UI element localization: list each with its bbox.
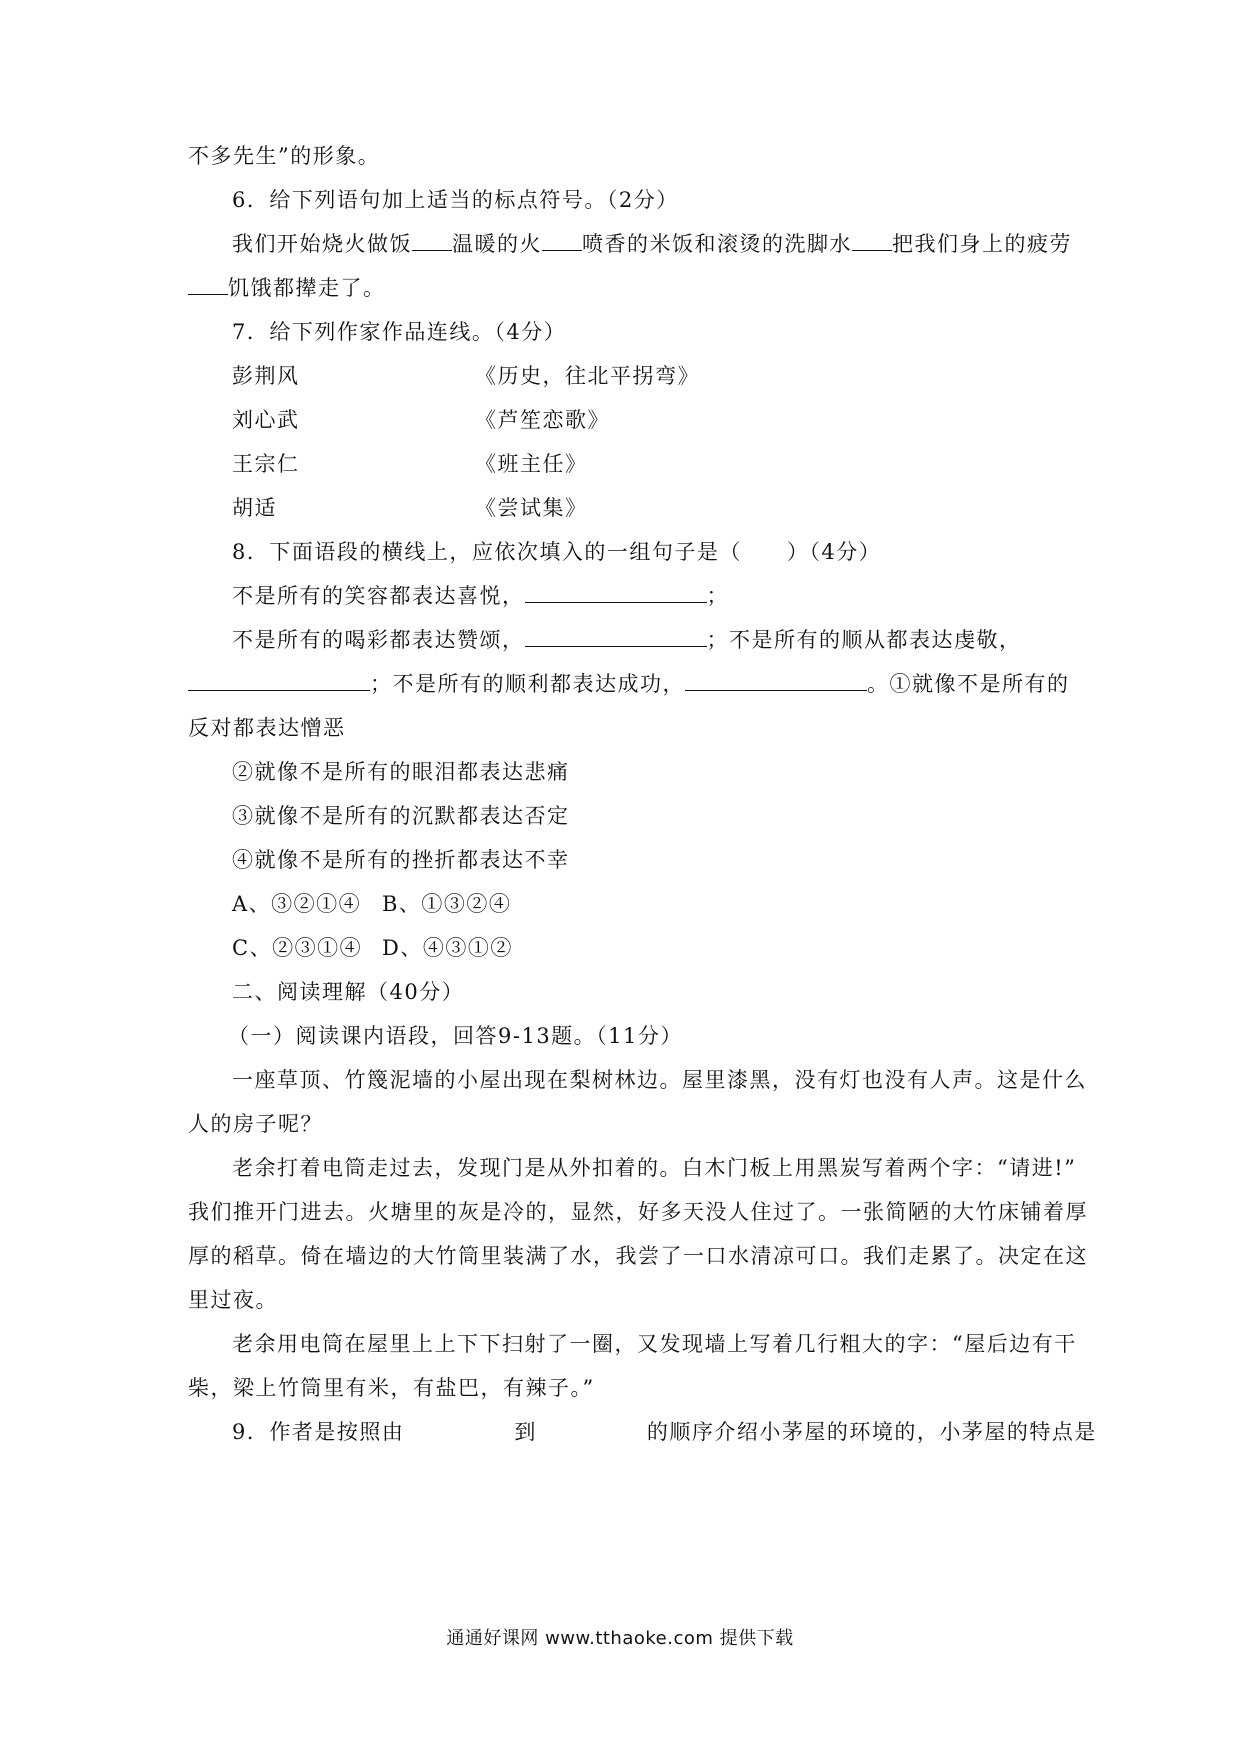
text-fragment: ；不是所有的顺从都表达虔敬， <box>706 628 1022 652</box>
text-fragment: ； <box>706 584 729 608</box>
text-fragment: 不是所有的喝彩都表达赞颂， <box>232 628 525 652</box>
question-8-line <box>188 671 1068 697</box>
choice-row <box>232 891 1112 917</box>
choice-c[interactable]: C、②③①④ <box>232 936 363 960</box>
matching-work: 《班主任》 <box>475 452 588 476</box>
page-footer: 通通好课网 www.tthaoke.com 提供下载 <box>446 1628 794 1649</box>
paragraph-line: 里过夜。 <box>188 1288 278 1312</box>
question-7-title: 7．给下列作家作品连线。（4分） <box>232 320 567 344</box>
paragraph-line: 人的房子呢？ <box>188 1112 323 1136</box>
section-2-heading: 二、阅读理解（40分） <box>232 980 465 1004</box>
question-6-sentence <box>232 231 1112 257</box>
paragraph-line: 我们推开门进去。火塘里的灰是冷的，显然，好多天没人住过了。一张简陋的大竹床铺着厚 <box>188 1200 1088 1224</box>
question-8-line: 反对都表达憎恶 <box>188 716 346 740</box>
text-fragment: 我们开始烧火做饭 <box>232 232 412 256</box>
text-fragment: 喷香的米饭和滚烫的洗脚水 <box>582 232 852 256</box>
choice-a[interactable]: A、③②①④ <box>232 892 362 916</box>
matching-author: 胡适 <box>232 496 277 520</box>
fill-blank[interactable] <box>412 232 452 251</box>
question-8-option: ②就像不是所有的眼泪都表达悲痛 <box>232 760 570 784</box>
text-fragment: 不是所有的笑容都表达喜悦， <box>232 584 525 608</box>
fill-blank[interactable] <box>525 628 707 647</box>
text-fragment: 到 <box>514 1420 537 1444</box>
text-fragment: 温暖的火 <box>452 232 542 256</box>
paragraph-line: 厚的稻草。倚在墙边的大竹筒里装满了水，我尝了一口水清凉可口。我们走累了。决定在这 <box>188 1244 1088 1268</box>
text-fragment: 的顺序介绍小茅屋的环境的，小茅屋的特点是 <box>646 1420 1097 1444</box>
matching-work: 《尝试集》 <box>475 496 588 520</box>
choice-d[interactable]: D、④③①② <box>382 936 513 960</box>
matching-author: 王宗仁 <box>232 452 300 476</box>
question-6-sentence-cont <box>188 275 1068 301</box>
fill-blank[interactable] <box>852 232 892 251</box>
fill-blank[interactable] <box>685 672 867 691</box>
matching-work: 《芦笙恋歌》 <box>475 408 610 432</box>
choice-row <box>232 935 1112 961</box>
question-8-line <box>232 627 1112 653</box>
text-fragment: 。①就像不是所有的 <box>867 672 1070 696</box>
fill-blank[interactable] <box>542 232 582 251</box>
paragraph-line: 老余用电筒在屋里上上下下扫射了一圈，又发现墙上写着几行粗大的字：“屋后边有干 <box>232 1332 1077 1356</box>
subsection-heading: （一）阅读课内语段，回答9-13题。（11分） <box>228 1024 683 1048</box>
text-fragment: 9．作者是按照由 <box>232 1420 405 1444</box>
paragraph-line: 一座草顶、竹篾泥墙的小屋出现在梨树林边。屋里漆黑，没有灯也没有人声。这是什么 <box>232 1068 1087 1092</box>
text-line: 不多先生”的形象。 <box>188 144 381 168</box>
question-8-title: 8．下面语段的横线上，应依次填入的一组句子是（ ）（4分） <box>232 540 882 564</box>
question-8-line <box>232 583 1112 609</box>
matching-work: 《历史，往北平拐弯》 <box>475 364 700 388</box>
fill-blank[interactable] <box>188 672 370 691</box>
text-fragment: 把我们身上的疲劳 <box>892 232 1072 256</box>
question-9 <box>232 1419 1112 1445</box>
matching-author: 彭荆风 <box>232 364 300 388</box>
choice-b[interactable]: B、①③②④ <box>382 892 512 916</box>
question-8-option: ④就像不是所有的挫折都表达不幸 <box>232 848 570 872</box>
fill-blank[interactable] <box>525 584 707 603</box>
text-fragment: 饥饿都撵走了。 <box>228 276 386 300</box>
fill-blank[interactable] <box>188 276 228 295</box>
question-6-title: 6．给下列语句加上适当的标点符号。（2分） <box>232 188 679 212</box>
matching-author: 刘心武 <box>232 408 300 432</box>
text-fragment: ；不是所有的顺利都表达成功， <box>370 672 685 696</box>
paragraph-line: 老余打着电筒走过去，发现门是从外扣着的。白木门板上用黑炭写着两个字：“请进!” <box>232 1156 1077 1180</box>
question-8-option: ③就像不是所有的沉默都表达否定 <box>232 804 570 828</box>
paragraph-line: 柴，梁上竹筒里有米，有盐巴，有辣子。” <box>188 1376 595 1400</box>
